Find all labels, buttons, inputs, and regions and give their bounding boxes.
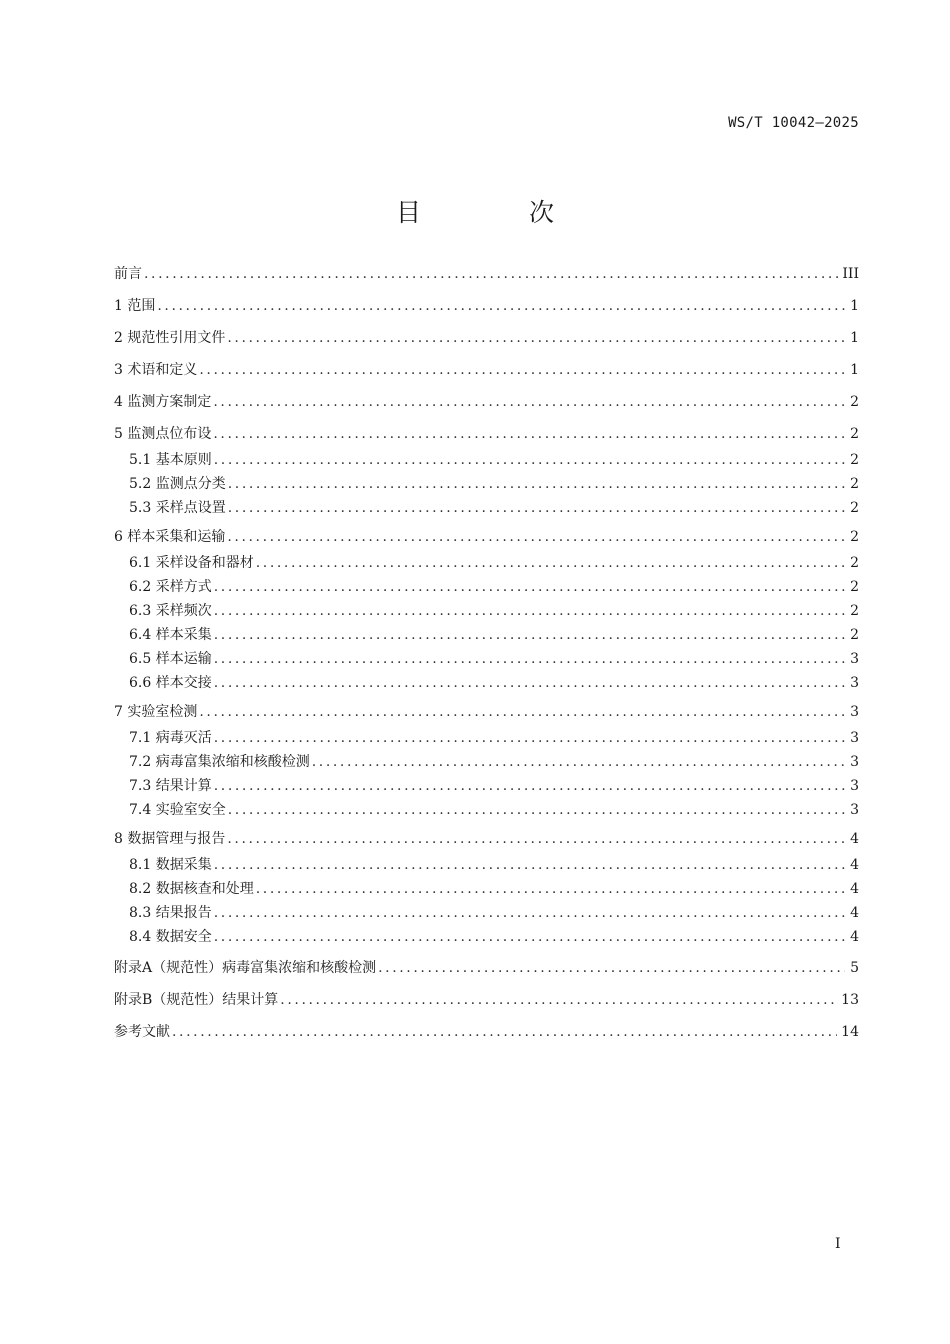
toc-entry-label: 7.2 病毒富集浓缩和核酸检测 <box>129 754 310 770</box>
toc-entry-label: 5 监测点位布设 <box>114 426 212 442</box>
toc-entry-page: 3 <box>850 802 859 818</box>
toc-entry-label: 3 术语和定义 <box>114 362 198 378</box>
toc-entry-page: 1 <box>850 362 859 378</box>
toc-entry-page: 4 <box>850 929 859 945</box>
toc-entry-page: 3 <box>850 704 859 720</box>
toc-leader-dots <box>214 623 845 647</box>
toc-leader-dots <box>157 294 845 318</box>
toc-entry-label: 2 规范性引用文件 <box>114 330 226 346</box>
toc-entry[interactable] <box>114 326 859 358</box>
toc-entry-page: 3 <box>850 651 859 667</box>
toc-subentry[interactable] <box>114 853 859 877</box>
toc-entry-label: 附录A（规范性）病毒富集浓缩和核酸检测 <box>114 960 377 976</box>
toc-entry-label: 7.1 病毒灭活 <box>129 730 212 746</box>
toc-entry-label: 参考文献 <box>114 1024 170 1040</box>
table-of-contents <box>114 262 859 1052</box>
toc-entry-label: 附录B（规范性）结果计算 <box>114 992 279 1008</box>
toc-entry-label: 8.1 数据采集 <box>129 857 212 873</box>
toc-entry[interactable] <box>114 422 859 448</box>
toc-leader-dots <box>256 551 845 575</box>
toc-entry-page: 2 <box>850 500 859 516</box>
toc-subentry[interactable] <box>114 750 859 774</box>
toc-leader-dots <box>214 575 845 599</box>
toc-entry-page: 2 <box>850 603 859 619</box>
toc-subentry[interactable] <box>114 496 859 525</box>
toc-leader-dots <box>214 901 845 925</box>
toc-entry-page: 2 <box>850 627 859 643</box>
toc-leader-dots <box>172 1020 837 1044</box>
toc-subentry[interactable] <box>114 901 859 925</box>
toc-entry-page: 1 <box>850 330 859 346</box>
toc-leader-dots <box>227 525 845 549</box>
toc-entry[interactable] <box>114 956 859 988</box>
toc-entry[interactable] <box>114 525 859 551</box>
page-number: I <box>835 1236 841 1252</box>
toc-subentry[interactable] <box>114 575 859 599</box>
toc-entry-page: 3 <box>850 730 859 746</box>
toc-leader-dots <box>256 877 845 901</box>
toc-subentry[interactable] <box>114 925 859 956</box>
toc-entry-label: 5.3 采样点设置 <box>129 500 226 516</box>
toc-leader-dots <box>214 853 845 877</box>
toc-entry-label: 6 样本采集和运输 <box>114 529 226 545</box>
toc-entry[interactable] <box>114 827 859 853</box>
toc-entry[interactable] <box>114 294 859 326</box>
toc-entry-label: 6.3 采样频次 <box>129 603 212 619</box>
toc-leader-dots <box>199 700 845 724</box>
toc-entry[interactable] <box>114 390 859 422</box>
toc-entry-page: 2 <box>850 452 859 468</box>
toc-entry-page: 2 <box>850 476 859 492</box>
toc-leader-dots <box>378 956 845 980</box>
toc-entry-label: 4 监测方案制定 <box>114 394 212 410</box>
toc-subentry[interactable] <box>114 798 859 827</box>
toc-leader-dots <box>214 647 845 671</box>
toc-leader-dots <box>227 827 845 851</box>
toc-entry-page: 2 <box>850 555 859 571</box>
toc-subentry[interactable] <box>114 599 859 623</box>
toc-entry[interactable] <box>114 700 859 726</box>
toc-subentry[interactable] <box>114 623 859 647</box>
toc-entry-label: 6.5 样本运输 <box>129 651 212 667</box>
toc-leader-dots <box>280 988 837 1012</box>
toc-entry[interactable] <box>114 358 859 390</box>
toc-leader-dots <box>214 925 845 949</box>
document-code: WS/T 10042—2025 <box>728 115 859 131</box>
toc-entry-page: 1 <box>850 298 859 314</box>
toc-entry-label: 7 实验室检测 <box>114 704 198 720</box>
toc-entry-page: 4 <box>850 857 859 873</box>
toc-entry-label: 5.1 基本原则 <box>129 452 212 468</box>
toc-subentry[interactable] <box>114 726 859 750</box>
toc-entry-page: 14 <box>841 1024 859 1040</box>
toc-entry-page: 13 <box>841 992 859 1008</box>
toc-subentry[interactable] <box>114 647 859 671</box>
toc-entry-page: 3 <box>850 675 859 691</box>
toc-entry-page: 2 <box>850 426 859 442</box>
toc-entry[interactable] <box>114 1020 859 1052</box>
toc-subentry[interactable] <box>114 774 859 798</box>
toc-leader-dots <box>228 496 845 520</box>
toc-leader-dots <box>214 774 845 798</box>
toc-leader-dots <box>228 472 845 496</box>
toc-subentry[interactable] <box>114 671 859 700</box>
toc-leader-dots <box>227 326 845 350</box>
toc-leader-dots <box>213 390 845 414</box>
toc-entry-label: 8.4 数据安全 <box>129 929 212 945</box>
toc-leader-dots <box>214 671 845 695</box>
toc-leader-dots <box>228 798 845 822</box>
toc-leader-dots <box>214 448 845 472</box>
toc-leader-dots <box>214 599 845 623</box>
toc-entry[interactable] <box>114 988 859 1020</box>
toc-entry-label: 6.6 样本交接 <box>129 675 212 691</box>
toc-entry-label: 前言 <box>114 266 142 282</box>
toc-subentry[interactable] <box>114 551 859 575</box>
toc-subentry[interactable] <box>114 877 859 901</box>
toc-leader-dots <box>144 262 838 286</box>
toc-entry-page: 4 <box>850 881 859 897</box>
toc-leader-dots <box>213 422 845 446</box>
toc-entry-label: 8.3 结果报告 <box>129 905 212 921</box>
toc-entry-page: 2 <box>850 394 859 410</box>
toc-entry-label: 1 范围 <box>114 298 156 314</box>
toc-entry-page: III <box>842 266 859 282</box>
toc-entry-page: 2 <box>850 529 859 545</box>
toc-entry-label: 7.3 结果计算 <box>129 778 212 794</box>
toc-leader-dots <box>214 726 845 750</box>
toc-entry-label: 7.4 实验室安全 <box>129 802 226 818</box>
toc-entry-page: 4 <box>850 905 859 921</box>
page-title: 目 次 <box>396 198 604 227</box>
toc-subentry[interactable] <box>114 448 859 472</box>
toc-entry-page: 3 <box>850 778 859 794</box>
toc-entry-page: 3 <box>850 754 859 770</box>
toc-entry-label: 6.1 采样设备和器材 <box>129 555 254 571</box>
toc-leader-dots <box>199 358 845 382</box>
toc-entry-label: 8 数据管理与报告 <box>114 831 226 847</box>
toc-entry-label: 6.2 采样方式 <box>129 579 212 595</box>
toc-entry-page: 4 <box>850 831 859 847</box>
toc-entry-page: 5 <box>850 960 859 976</box>
toc-entry-page: 2 <box>850 579 859 595</box>
toc-leader-dots <box>312 750 845 774</box>
toc-entry-label: 5.2 监测点分类 <box>129 476 226 492</box>
toc-entry[interactable] <box>114 262 859 294</box>
toc-entry-label: 8.2 数据核查和处理 <box>129 881 254 897</box>
toc-subentry[interactable] <box>114 472 859 496</box>
toc-entry-label: 6.4 样本采集 <box>129 627 212 643</box>
